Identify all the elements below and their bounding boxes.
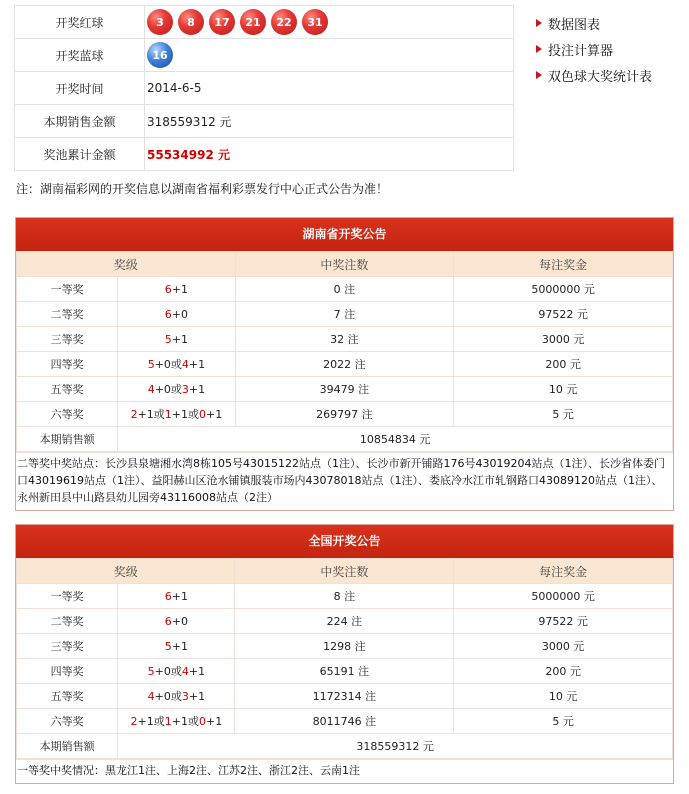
disclaimer-note: 注：湖南福彩网的开奖信息以湖南省福利彩票发行中心正式公告为准！: [16, 182, 389, 196]
national-title: 全国开奖公告: [16, 525, 673, 558]
red-triangle-arrow-icon: [536, 45, 542, 53]
table-row: 五等奖 4+0或3+1 1172314 注 10 元: [17, 684, 673, 709]
draw-date-row: [15, 72, 514, 105]
red-balls-label: 开奖红球: [15, 6, 145, 39]
link-data-charts[interactable]: 数据图表: [534, 10, 652, 36]
sales-label: 本期销售金额: [15, 105, 145, 138]
blue-ball-row: [15, 39, 514, 72]
red-balls-row: [15, 6, 514, 39]
red-ball: 22: [271, 9, 297, 35]
link-big-prize-stats[interactable]: 双色球大奖统计表: [534, 62, 652, 88]
header-prize: 每注奖金: [454, 559, 673, 584]
header-level: 奖级: [17, 559, 235, 584]
table-row: 二等奖 6+0 224 注 97522 元: [17, 609, 673, 634]
table-row: 六等奖 2+1或1+1或0+1 8011746 注 5 元: [17, 709, 673, 734]
red-triangle-arrow-icon: [536, 71, 542, 79]
sales-value: 318559312 元: [145, 105, 514, 138]
table-header-row: [17, 252, 673, 277]
blue-ball-label: 开奖蓝球: [15, 39, 145, 72]
sales-total-row: 本期销售额 10854834 元: [17, 427, 673, 452]
national-prize-table: [16, 558, 673, 759]
hunan-prize-table: [16, 251, 673, 452]
side-links: [534, 10, 652, 88]
red-ball: 8: [178, 9, 204, 35]
table-row: 二等奖 6+0 7 注 97522 元: [17, 302, 673, 327]
national-announcement: [15, 524, 674, 784]
table-row: 四等奖 5+0或4+1 2022 注 200 元: [17, 352, 673, 377]
hunan-title: 湖南省开奖公告: [16, 218, 673, 251]
red-ball: 3: [147, 9, 173, 35]
red-triangle-arrow-icon: [536, 19, 542, 27]
red-ball: 31: [302, 9, 328, 35]
link-bet-calculator[interactable]: 投注计算器: [534, 36, 652, 62]
sales-total-row: 本期销售额 318559312 元: [17, 734, 673, 759]
table-row: 一等奖 6+1 8 注 5000000 元: [17, 584, 673, 609]
table-row: 四等奖 5+0或4+1 65191 注 200 元: [17, 659, 673, 684]
jackpot-label: 奖池累计金额: [15, 138, 145, 171]
table-row: 三等奖 5+1 32 注 3000 元: [17, 327, 673, 352]
hunan-announcement: [15, 217, 674, 511]
table-row: 五等奖 4+0或3+1 39479 注 10 元: [17, 377, 673, 402]
table-header-row: [17, 559, 673, 584]
red-ball: 17: [209, 9, 235, 35]
header-level: 奖级: [17, 252, 236, 277]
header-count: 中奖注数: [235, 559, 454, 584]
red-balls: [147, 9, 513, 35]
jackpot-row: [15, 138, 514, 171]
red-ball: 21: [240, 9, 266, 35]
hunan-winning-stations: 二等奖中奖站点：长沙县泉塘湘水湾8栋105号43015122站点（1注）、长沙市新开铺路176号43019204站点（1注）、长沙省体委门口43019619站点（1注）、益阳赫山区沧水铺镇服装市场内43078018站点（1注）、娄底冷水江市轧钢路口43089120站点（1注）、永州新田县中山路县幼儿园旁43116008站点（2注）: [16, 452, 673, 510]
jackpot-value: 55534992 元: [145, 138, 514, 171]
table-row: 三等奖 5+1 1298 注 3000 元: [17, 634, 673, 659]
table-row: 一等奖 6+1 0 注 5000000 元: [17, 277, 673, 302]
draw-summary-table: [14, 5, 514, 171]
draw-date-label: 开奖时间: [15, 72, 145, 105]
national-first-prize-info: 一等奖中奖情况：黑龙江1注、上海2注、江苏2注、浙江2注、云南1注: [16, 759, 673, 783]
header-count: 中奖注数: [235, 252, 454, 277]
header-prize: 每注奖金: [454, 252, 673, 277]
sales-row: [15, 105, 514, 138]
draw-date-value: 2014-6-5: [145, 72, 514, 105]
table-row: 六等奖 2+1或1+1或0+1 269797 注 5 元: [17, 402, 673, 427]
blue-ball: 16: [147, 42, 173, 68]
